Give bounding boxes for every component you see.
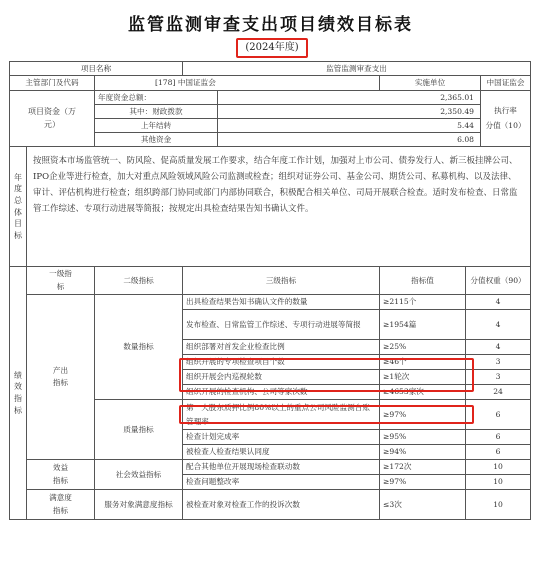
perf-label-text: 绩效指标 <box>14 370 22 415</box>
indicator-weight: 6 <box>466 445 531 460</box>
total-value: 2,365.01 <box>218 91 481 105</box>
indicator-name: 出具检查结果告知书确认文件的数量 <box>183 295 380 310</box>
service-satisfaction-label: 服务对象满意度指标 <box>95 490 183 520</box>
indicator-name: 组织开展的检查机构、公司等家次数 <box>183 385 380 400</box>
indicator-name: 检查问题整改率 <box>183 475 380 490</box>
rate-score: 分值（10） <box>485 120 526 130</box>
satisfaction-label <box>27 490 95 520</box>
dept-value: [178] 中国证监会 <box>95 76 380 91</box>
quantity-label: 数量指标 <box>95 295 183 400</box>
indicator-value: ≤3次 <box>380 490 466 520</box>
indicator-weight: 24 <box>466 385 531 400</box>
year-badge: (2024年度) <box>236 38 308 58</box>
indicator-value: ≥172次 <box>380 460 466 475</box>
indicator-weight: 10 <box>466 460 531 475</box>
indicator-weight: 6 <box>466 430 531 445</box>
annual-goal-label <box>10 147 27 267</box>
indicator-value: ≥95% <box>380 430 466 445</box>
indicator-weight: 10 <box>466 490 531 520</box>
funds-label-text: 项目资金（万元） <box>28 106 76 129</box>
satisfaction-label-text: 满意度指标 <box>49 493 72 515</box>
indicator-weight: 4 <box>466 310 531 340</box>
indicator-weight: 4 <box>466 295 531 310</box>
indicator-value: ≥1轮次 <box>380 370 466 385</box>
indicator-name: 组织开展会内巡视轮数 <box>183 370 380 385</box>
indicator-name: 第一大股东质押比例80%以上的重点公司风险监测台账管理率 <box>183 400 380 430</box>
header-l1-text: 一级指标 <box>49 269 72 291</box>
dept-label: 主管部门及代码 <box>10 76 95 91</box>
page-title: 监管监测审查支出项目绩效目标表 <box>128 15 413 35</box>
header-weight: 分值权重（90） <box>466 267 531 295</box>
rate-cell <box>481 91 531 147</box>
indicator-name: 被检查人检查结果认同度 <box>183 445 380 460</box>
carry-label: 上年结转 <box>95 119 218 133</box>
social-benefit-label: 社会效益指标 <box>95 460 183 490</box>
performance-target-table <box>9 61 531 520</box>
total-label: 年度资金总额： <box>95 91 218 105</box>
indicator-value: ≥97% <box>380 475 466 490</box>
annual-goal-text: 按照资本市场监管统一、防风险、促高质量发展工作要求，结合年度工作计划，加强对上市公司、债券发行人、新三板挂牌公司、IPO企业等进行检查，加大对重点风险领域风险公司监测或检查；组织对证券公司、基金公司、期货公司、私募机构、以及法律、审计、评估机构进行检查；组织跨部门协同或部门内部协同联合，积极配合相关单位、司局开展联合检查。适时发布检查、日常监管工作综述、专项行动进展等简报；按规定出具检查结果告知书确认文件。 <box>27 147 531 267</box>
indicator-weight: 4 <box>466 340 531 355</box>
perf-label <box>10 267 27 520</box>
indicator-weight: 6 <box>466 400 531 430</box>
fiscal-value: 2,350.49 <box>218 105 481 119</box>
indicator-value: ≥2115个 <box>380 295 466 310</box>
indicator-value: ≥25% <box>380 340 466 355</box>
header-l1 <box>27 267 95 295</box>
output-label <box>27 295 95 460</box>
project-name-value: 监管监测审查支出 <box>183 62 531 76</box>
header-l3: 三级指标 <box>183 267 380 295</box>
indicator-weight: 10 <box>466 475 531 490</box>
other-value: 6.08 <box>218 133 481 147</box>
impl-value: 中国证监会 <box>481 76 531 91</box>
fiscal-label: 其中：财政拨款 <box>95 105 218 119</box>
indicator-value: ≥97% <box>380 400 466 430</box>
rate-label: 执行率 <box>494 106 517 116</box>
funds-label <box>10 91 95 147</box>
header-l2: 二级指标 <box>95 267 183 295</box>
indicator-value: ≥46个 <box>380 355 466 370</box>
benefit-label-text: 效益指标 <box>52 463 69 485</box>
indicator-name: 被检查对象对检查工作的投诉次数 <box>183 490 380 520</box>
carry-value: 5.44 <box>218 119 481 133</box>
header-value: 指标值 <box>380 267 466 295</box>
output-label-text: 产出指标 <box>52 365 69 387</box>
indicator-value: ≥94% <box>380 445 466 460</box>
indicator-weight: 3 <box>466 355 531 370</box>
indicator-name: 组织部署对首发企业检查比例 <box>183 340 380 355</box>
project-name-label: 项目名称 <box>10 62 183 76</box>
indicator-name: 组织开展的专项检查项目个数 <box>183 355 380 370</box>
indicator-weight: 3 <box>466 370 531 385</box>
indicator-value: ≥1954篇 <box>380 310 466 340</box>
impl-label: 实施单位 <box>380 76 481 91</box>
indicator-name: 配合其他单位开展现场检查联动数 <box>183 460 380 475</box>
annual-goal-label-text: 年度总体目标 <box>14 172 22 240</box>
indicator-value: ≥4653家次 <box>380 385 466 400</box>
benefit-label <box>27 460 95 490</box>
indicator-name: 检查计划完成率 <box>183 430 380 445</box>
other-label: 其他资金 <box>95 133 218 147</box>
indicator-name: 发布检查、日常监管工作综述、专项行动进展等简报 <box>183 310 380 340</box>
quality-label: 质量指标 <box>95 400 183 460</box>
